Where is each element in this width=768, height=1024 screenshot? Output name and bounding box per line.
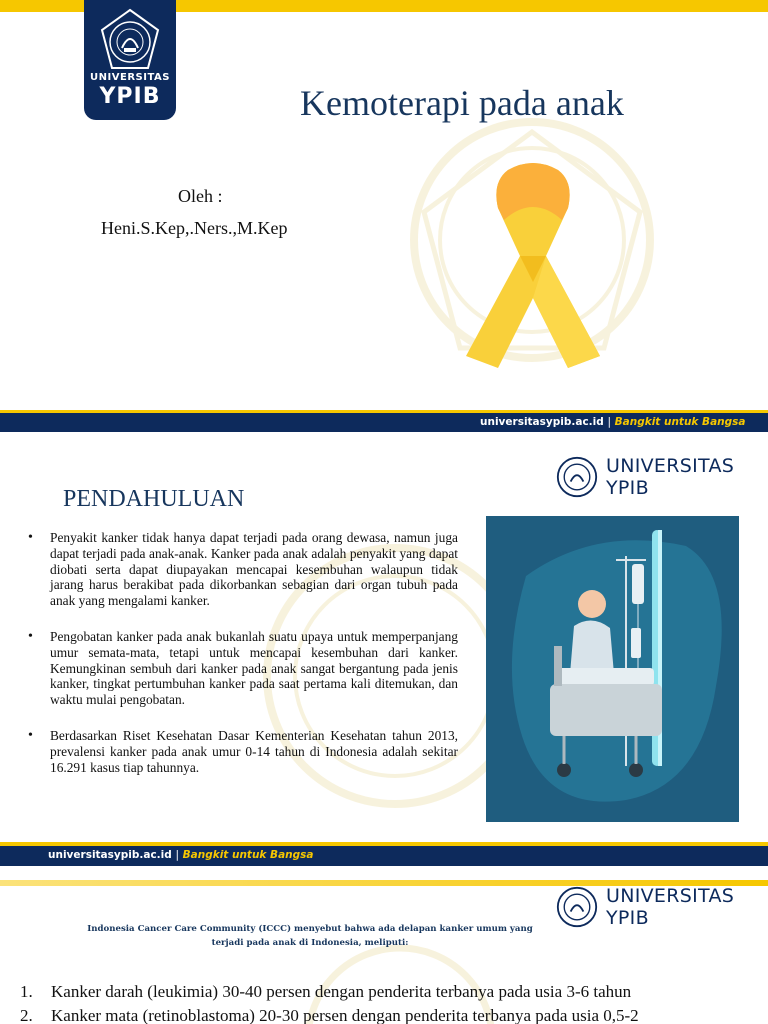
bullet-item: • Berdasarkan Riset Kesehatan Dasar Kementerian Kesehatan tahun 2013, prevalensi kanker pada anak umur 0-14 tahun di Indonesia adalah sekitar 16.291 kasus tiap tahunnya. (38, 728, 458, 775)
bullet-item: • Pengobatan kanker pada anak bukanlah suatu upaya untuk memperpanjang umur semata-mata, tetapi untuk mencapai kesembuhan dari kanker. Kemungkinan sembuh dari kanker pada anak sangat bergantung pada jenis kanker, tingkat pertumbuhan kanker pada saat pertama kali ditemukan, dan waktu mulai pengobatan. (38, 629, 458, 708)
cancer-list (20, 980, 760, 1024)
section-title: PENDAHULUAN (63, 486, 245, 512)
intro-line: Indonesia Cancer Care Community (ICCC) menyebut bahwa ada delapan kanker umum yang (87, 924, 533, 934)
brand-name: UNIVERSITAS YPIB (606, 455, 735, 499)
slide-title (0, 0, 768, 432)
child-in-hospital-bed-icon (486, 516, 739, 822)
slide-gap (0, 432, 768, 446)
list-item (20, 980, 760, 1004)
logo-text-ypib: YPIB (99, 84, 161, 109)
list-number: 2. (20, 1006, 33, 1024)
awareness-ribbon-icon (450, 160, 616, 372)
list-text: Kanker darah (leukimia) 30-40 persen dengan penderita terbanya pada usia 3-6 tahun (51, 982, 632, 1001)
footer-separator: | (175, 849, 179, 861)
bullet-list (38, 530, 458, 789)
footer-separator: | (607, 416, 611, 428)
brand-header (556, 884, 768, 930)
footer-url[interactable]: universitasypib.ac.id (480, 416, 604, 428)
list-text: Kanker mata (retinoblastoma) 20-30 persen dengan penderita terbanya pada usia 0,5-2 (51, 1006, 639, 1024)
intro-text (60, 922, 560, 950)
intro-line: terjadi pada anak di Indonesia, meliputi: (211, 938, 409, 948)
footer-link[interactable] (48, 849, 313, 861)
university-seal-icon (556, 884, 598, 930)
footer-tagline: Bangkit untuk Bangsa (182, 849, 314, 861)
slide-pendahuluan (0, 446, 768, 866)
footer-link[interactable] (480, 416, 745, 428)
author-label: Oleh : (178, 186, 223, 206)
footer-tagline: Bangkit untuk Bangsa (614, 416, 746, 428)
university-seal-icon (556, 454, 598, 500)
university-logo (84, 0, 176, 120)
logo-text-universitas: UNIVERSITAS (90, 72, 170, 83)
slide-gap (0, 866, 768, 880)
bullet-item: • Penyakit kanker tidak hanya dapat terjadi pada orang dewasa, namun juga dapat terjadi pada anak-anak. Kanker pada anak adalah penyakit yang dapat diobati serta dapat diupayakan mencapai kesembuhan walaupun tidak jarang harus berakibat pada dikorbankan sebagian dari organ tubuh pada anak yang mengalami kanker. (38, 530, 458, 609)
footer-url[interactable]: universitasypib.ac.id (48, 849, 172, 861)
brand-name: UNIVERSITAS YPIB (606, 885, 735, 929)
author-name: Heni.S.Kep,.Ners.,M.Kep (101, 218, 288, 238)
list-number: 1. (20, 982, 33, 1001)
university-seal-icon (98, 8, 162, 72)
brand-header (556, 454, 768, 500)
list-item (20, 1004, 760, 1024)
slide-kanker-umum (0, 880, 768, 1024)
page-title: Kemoterapi pada anak (300, 83, 624, 123)
hospital-child-illustration (486, 516, 739, 822)
